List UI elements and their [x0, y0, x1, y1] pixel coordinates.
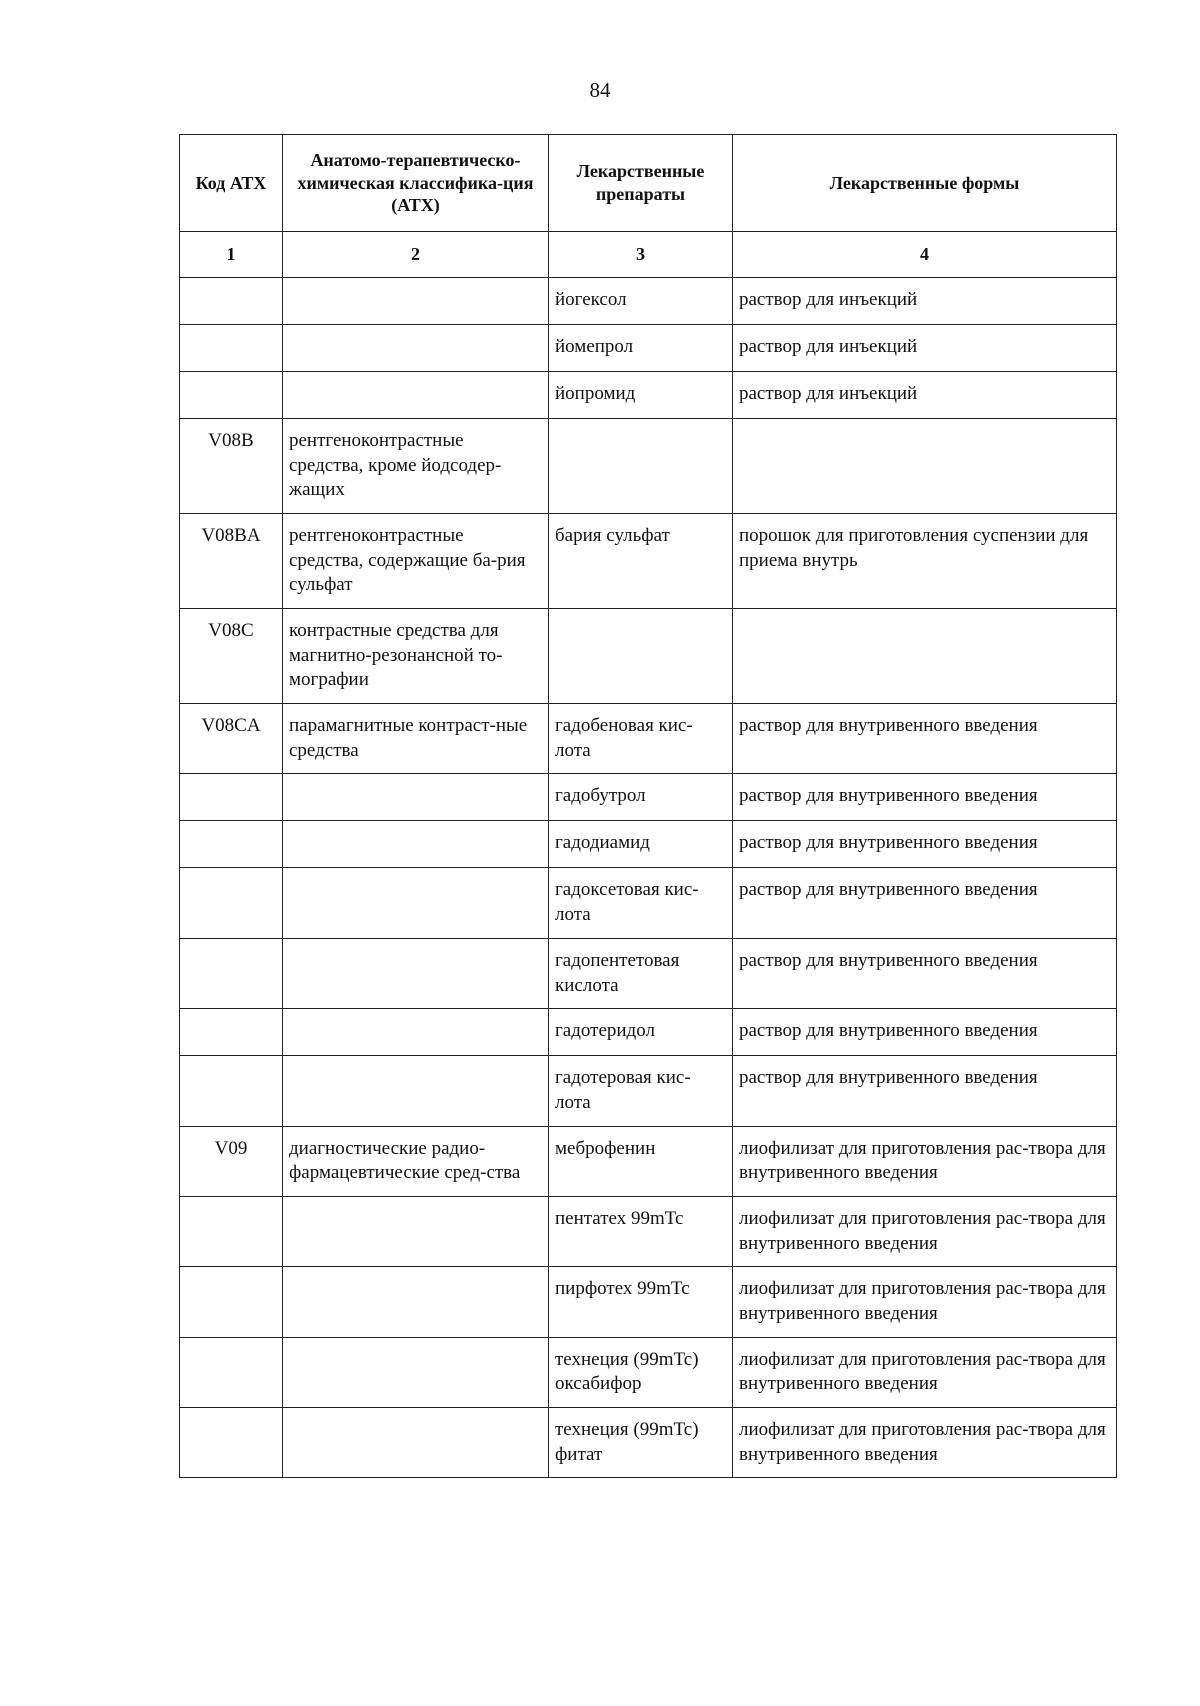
classification-cell: парамагнитные контраст-ные средства — [283, 704, 549, 774]
dosage-form-cell: раствор для внутривенного введения — [733, 1009, 1117, 1056]
column-number-row — [180, 231, 1117, 277]
classification-cell — [283, 774, 549, 821]
classification-cell — [283, 371, 549, 418]
classification-cell — [283, 1009, 549, 1056]
dosage-form-cell: раствор для внутривенного введения — [733, 774, 1117, 821]
classification-cell — [283, 1337, 549, 1407]
atc-code-cell — [180, 1408, 283, 1478]
atc-code-cell — [180, 868, 283, 938]
atc-code-cell — [180, 1196, 283, 1266]
atc-code-cell: V08CA — [180, 704, 283, 774]
atc-table — [179, 134, 1117, 1478]
dosage-form-cell: порошок для приготовления суспензии для приема внутрь — [733, 513, 1117, 608]
drug-cell — [549, 609, 733, 704]
dosage-form-cell — [733, 609, 1117, 704]
atc-code-cell — [180, 371, 283, 418]
dosage-form-cell: раствор для внутривенного введения — [733, 821, 1117, 868]
table-row — [180, 1196, 1117, 1266]
drug-cell: гадодиамид — [549, 821, 733, 868]
table-row — [180, 1267, 1117, 1337]
column-number: 1 — [180, 231, 283, 277]
atc-code-cell — [180, 1337, 283, 1407]
classification-cell: рентгеноконтрастные средства, содержащие ба-рия сульфат — [283, 513, 549, 608]
column-number: 4 — [733, 231, 1117, 277]
drug-cell: гадоксетовая кис-лота — [549, 868, 733, 938]
dosage-form-cell: раствор для внутривенного введения — [733, 1056, 1117, 1126]
table-row — [180, 704, 1117, 774]
table-row — [180, 277, 1117, 324]
classification-cell — [283, 324, 549, 371]
drug-cell: йомепрол — [549, 324, 733, 371]
table-row — [180, 609, 1117, 704]
header-atc-code: Код АТХ — [180, 135, 283, 232]
drug-cell: гадопентетовая кислота — [549, 938, 733, 1008]
table-row — [180, 821, 1117, 868]
drug-cell: гадобеновая кис-лота — [549, 704, 733, 774]
drug-cell — [549, 418, 733, 513]
table-row — [180, 1337, 1117, 1407]
atc-code-cell — [180, 821, 283, 868]
classification-cell: диагностические радио-фармацевтические сред-ства — [283, 1126, 549, 1196]
drug-cell: технеция (99mTc) оксабифор — [549, 1337, 733, 1407]
dosage-form-cell: раствор для внутривенного введения — [733, 938, 1117, 1008]
atc-code-cell — [180, 277, 283, 324]
dosage-form-cell: раствор для внутривенного введения — [733, 868, 1117, 938]
dosage-form-cell: лиофилизат для приготовления рас-твора для внутривенного введения — [733, 1196, 1117, 1266]
table-row — [180, 371, 1117, 418]
atc-code-cell — [180, 774, 283, 821]
table-row — [180, 1126, 1117, 1196]
classification-cell: контрастные средства для магнитно-резонансной то-мографии — [283, 609, 549, 704]
atc-code-cell — [180, 938, 283, 1008]
drug-cell: йогексол — [549, 277, 733, 324]
dosage-form-cell: лиофилизат для приготовления рас-твора для внутривенного введения — [733, 1126, 1117, 1196]
atc-code-cell — [180, 1267, 283, 1337]
dosage-form-cell: раствор для инъекций — [733, 324, 1117, 371]
table-row — [180, 324, 1117, 371]
table-row — [180, 1408, 1117, 1478]
drug-cell: гадотеровая кис-лота — [549, 1056, 733, 1126]
table-row — [180, 418, 1117, 513]
dosage-form-cell: раствор для инъекций — [733, 277, 1117, 324]
atc-code-cell — [180, 1056, 283, 1126]
table-header — [180, 135, 1117, 232]
drug-cell: технеция (99mTc) фитат — [549, 1408, 733, 1478]
atc-code-cell: V09 — [180, 1126, 283, 1196]
header-dosage-forms: Лекарственные формы — [733, 135, 1117, 232]
classification-cell — [283, 1196, 549, 1266]
header-drugs: Лекарственные препараты — [549, 135, 733, 232]
table-row — [180, 1056, 1117, 1126]
classification-cell — [283, 1408, 549, 1478]
dosage-form-cell: лиофилизат для приготовления рас-твора для внутривенного введения — [733, 1267, 1117, 1337]
table-body — [180, 231, 1117, 1478]
drug-cell: пирфотех 99mTc — [549, 1267, 733, 1337]
drug-cell: гадобутрол — [549, 774, 733, 821]
classification-cell — [283, 1056, 549, 1126]
classification-cell — [283, 821, 549, 868]
drug-cell: меброфенин — [549, 1126, 733, 1196]
page-number: 84 — [589, 78, 611, 102]
table-row — [180, 774, 1117, 821]
header-atc-classification: Анатомо-терапевтическо-химическая классифика-ция (АТХ) — [283, 135, 549, 232]
drug-cell: пентатех 99mTc — [549, 1196, 733, 1266]
atc-code-cell: V08C — [180, 609, 283, 704]
table-row — [180, 513, 1117, 608]
classification-cell — [283, 868, 549, 938]
dosage-form-cell: лиофилизат для приготовления рас-твора для внутривенного введения — [733, 1408, 1117, 1478]
table-row — [180, 1009, 1117, 1056]
dosage-form-cell: раствор для внутривенного введения — [733, 704, 1117, 774]
classification-cell — [283, 938, 549, 1008]
table-row — [180, 938, 1117, 1008]
drug-cell: бария сульфат — [549, 513, 733, 608]
classification-cell: рентгеноконтрастные средства, кроме йодсодер-жащих — [283, 418, 549, 513]
classification-cell — [283, 277, 549, 324]
atc-code-cell: V08B — [180, 418, 283, 513]
atc-code-cell: V08BA — [180, 513, 283, 608]
drug-cell: гадотеридол — [549, 1009, 733, 1056]
table-row — [180, 868, 1117, 938]
dosage-form-cell — [733, 418, 1117, 513]
atc-code-cell — [180, 324, 283, 371]
drug-cell: йопромид — [549, 371, 733, 418]
classification-cell — [283, 1267, 549, 1337]
atc-code-cell — [180, 1009, 283, 1056]
column-number: 2 — [283, 231, 549, 277]
column-number: 3 — [549, 231, 733, 277]
dosage-form-cell: лиофилизат для приготовления рас-твора для внутривенного введения — [733, 1337, 1117, 1407]
dosage-form-cell: раствор для инъекций — [733, 371, 1117, 418]
